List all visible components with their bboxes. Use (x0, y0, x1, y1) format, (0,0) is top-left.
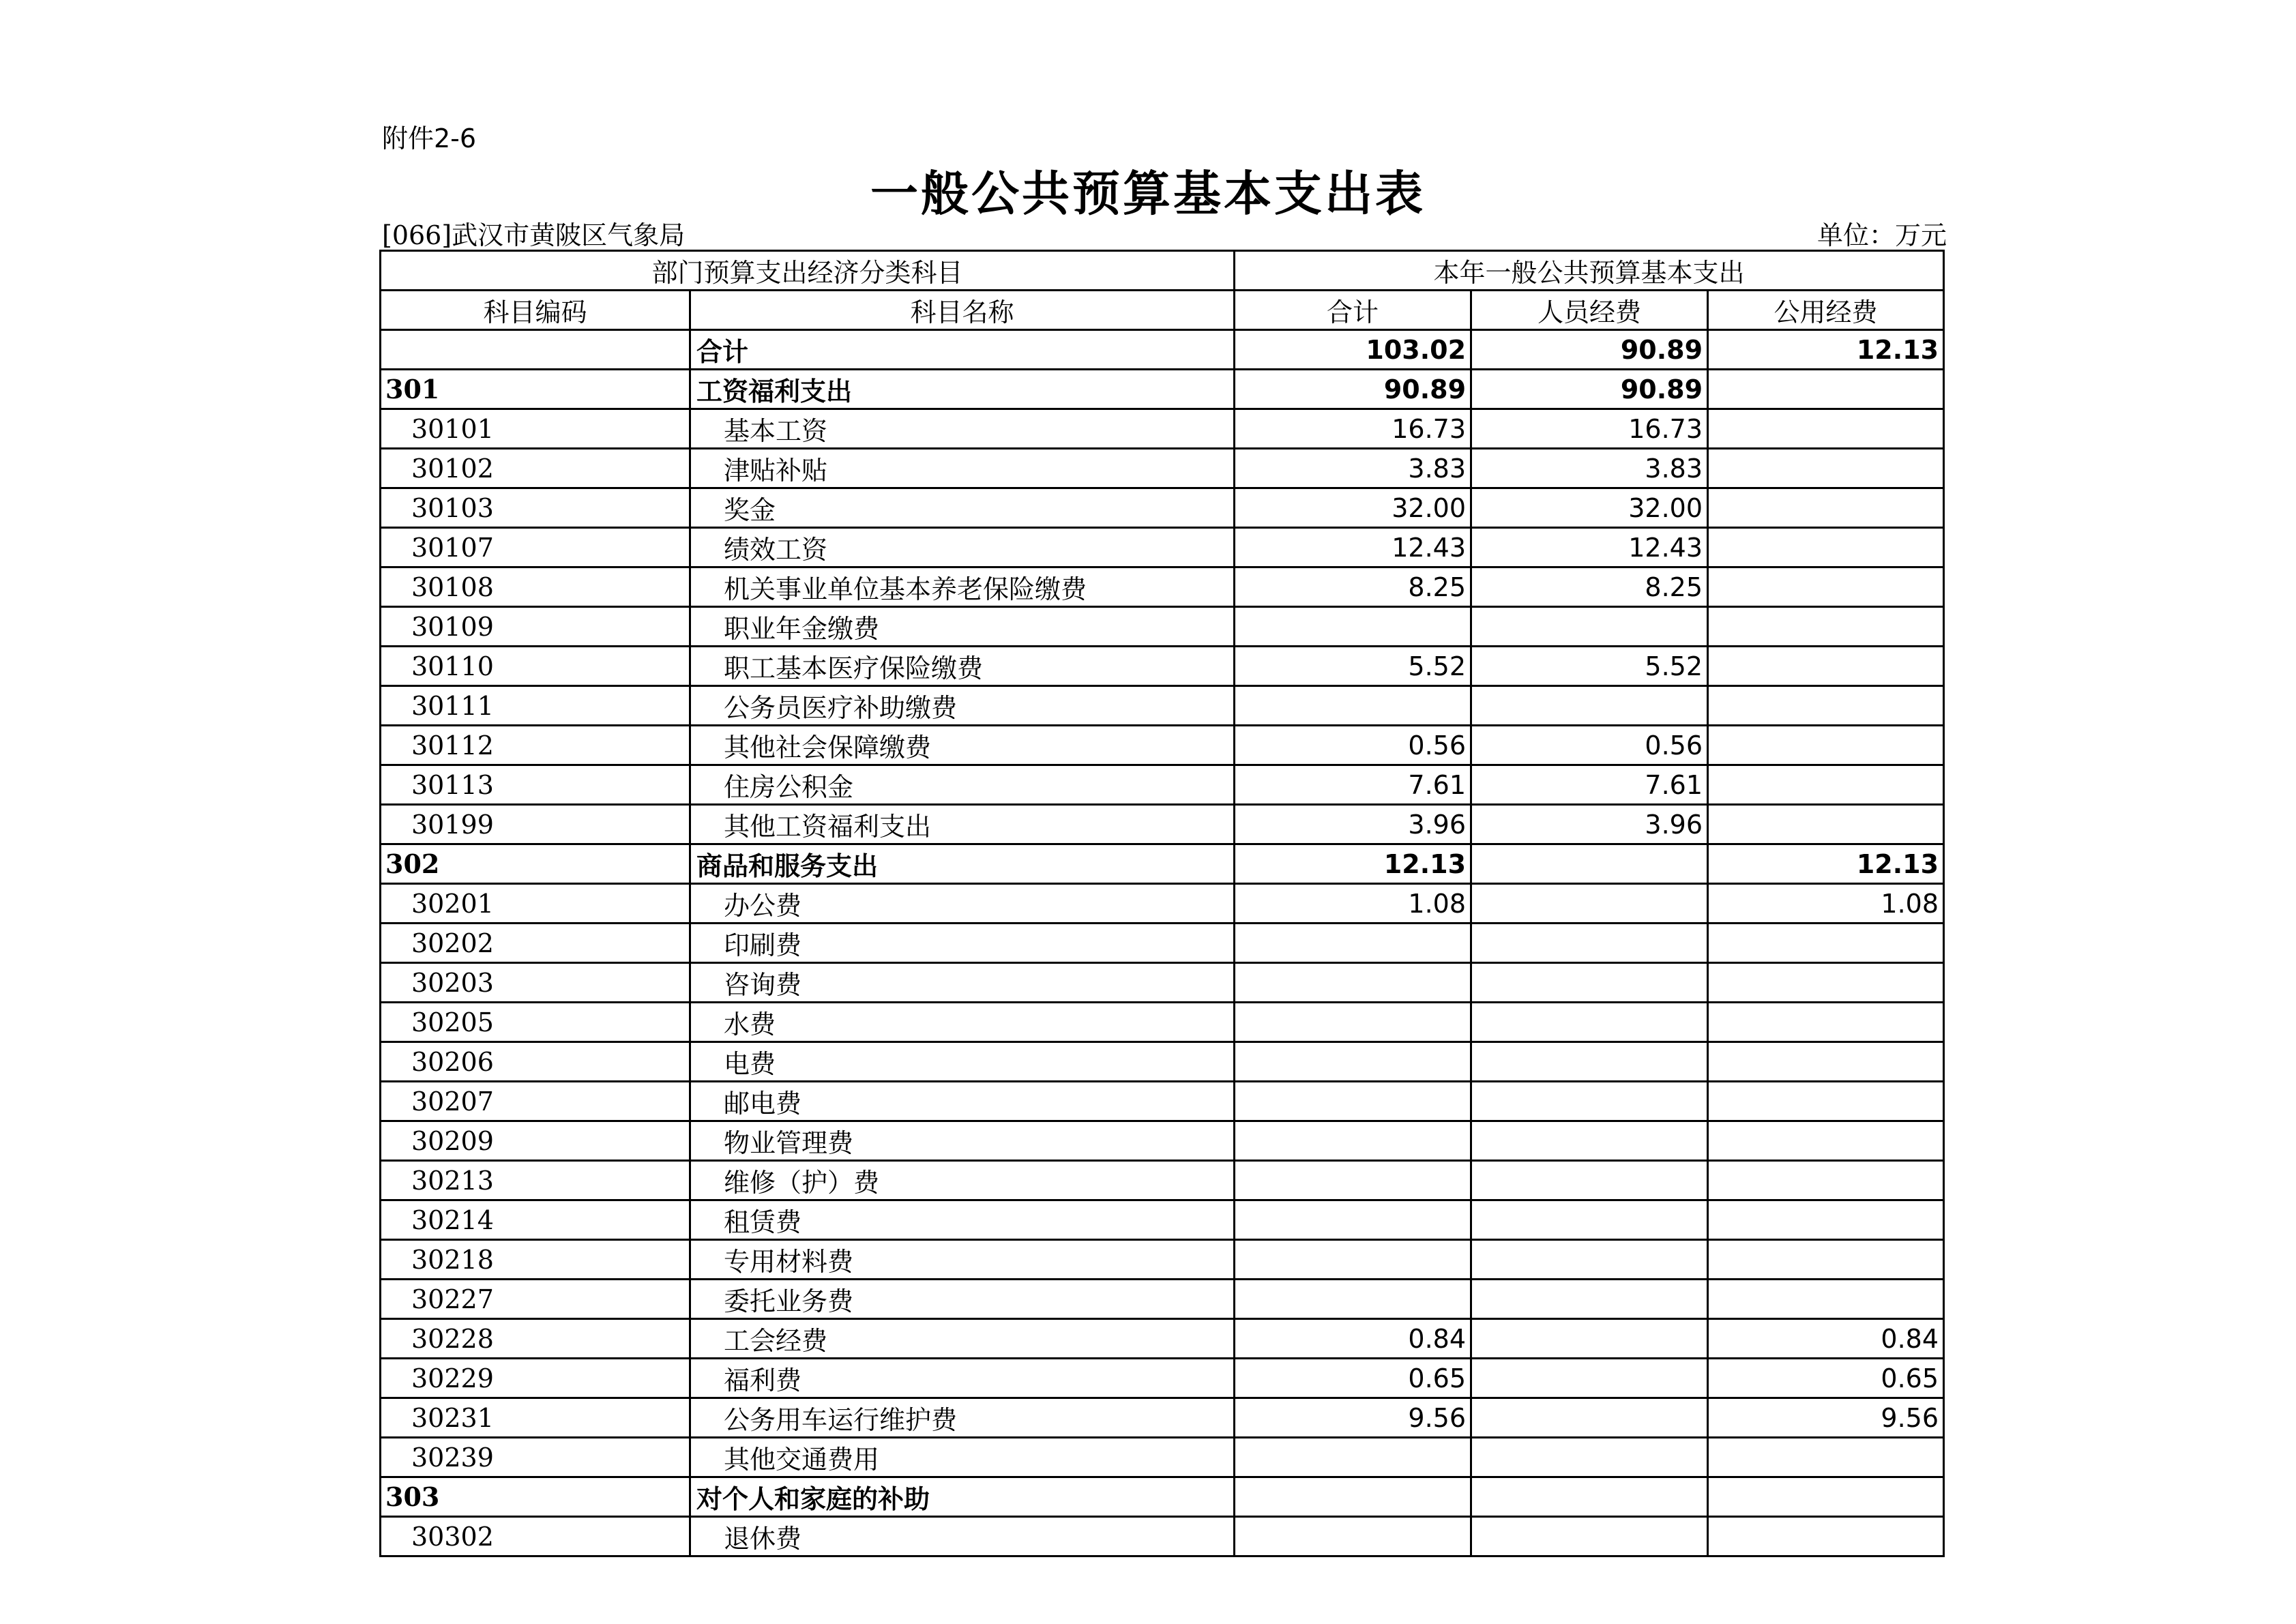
cell-personnel: 32.00 (1471, 488, 1708, 528)
cell-total: 9.56 (1235, 1398, 1471, 1438)
cell-public (1708, 647, 1944, 686)
table-row (381, 924, 1944, 963)
cell-name: 公务用车运行维护费 (690, 1398, 1235, 1438)
cell-personnel: 3.96 (1471, 805, 1708, 844)
cell-personnel: 90.89 (1471, 330, 1708, 370)
cell-total: 8.25 (1235, 567, 1471, 607)
cell-name: 对个人和家庭的补助 (690, 1477, 1235, 1517)
table-row (381, 1042, 1944, 1082)
cell-public (1708, 409, 1944, 449)
cell-name: 委托业务费 (690, 1280, 1235, 1319)
cell-name: 商品和服务支出 (690, 844, 1235, 884)
cell-code: 30113 (381, 765, 690, 805)
cell-public (1708, 1003, 1944, 1042)
cell-code: 30109 (381, 607, 690, 647)
table-row (381, 765, 1944, 805)
cell-total (1235, 963, 1471, 1003)
cell-total: 12.43 (1235, 528, 1471, 567)
cell-total: 3.96 (1235, 805, 1471, 844)
cell-personnel (1471, 963, 1708, 1003)
table-row (381, 1438, 1944, 1477)
cell-public (1708, 805, 1944, 844)
cell-personnel (1471, 1042, 1708, 1082)
cell-name: 公务员医疗补助缴费 (690, 686, 1235, 726)
table-row (381, 370, 1944, 409)
cell-personnel (1471, 1398, 1708, 1438)
cell-total: 103.02 (1235, 330, 1471, 370)
cell-name: 职工基本医疗保险缴费 (690, 647, 1235, 686)
table-row (381, 1477, 1944, 1517)
cell-name: 住房公积金 (690, 765, 1235, 805)
cell-total: 7.61 (1235, 765, 1471, 805)
cell-code: 30214 (381, 1200, 690, 1240)
table-row (381, 1398, 1944, 1438)
cell-total (1235, 924, 1471, 963)
cell-total: 0.84 (1235, 1319, 1471, 1359)
cell-name: 其他社会保障缴费 (690, 726, 1235, 765)
cell-total: 16.73 (1235, 409, 1471, 449)
table-row (381, 1359, 1944, 1398)
cell-code: 30203 (381, 963, 690, 1003)
col-header-total: 合计 (1235, 291, 1471, 330)
cell-total (1235, 1161, 1471, 1200)
cell-total (1235, 1003, 1471, 1042)
cell-public (1708, 924, 1944, 963)
table-row (381, 844, 1944, 884)
cell-personnel: 12.43 (1471, 528, 1708, 567)
cell-public (1708, 1121, 1944, 1161)
cell-code: 301 (381, 370, 690, 409)
cell-code: 30207 (381, 1082, 690, 1121)
table-row (381, 1319, 1944, 1359)
cell-personnel (1471, 1003, 1708, 1042)
table-row (381, 1082, 1944, 1121)
cell-code: 30239 (381, 1438, 690, 1477)
cell-public (1708, 1517, 1944, 1556)
cell-public (1708, 567, 1944, 607)
table-row (381, 1200, 1944, 1240)
column-header-row (381, 291, 1944, 330)
cell-name: 奖金 (690, 488, 1235, 528)
cell-code: 30206 (381, 1042, 690, 1082)
cell-total (1235, 1240, 1471, 1280)
col-header-name: 科目名称 (690, 291, 1235, 330)
cell-personnel (1471, 844, 1708, 884)
col-header-code: 科目编码 (381, 291, 690, 330)
cell-total (1235, 1280, 1471, 1319)
cell-total (1235, 1082, 1471, 1121)
cell-public (1708, 686, 1944, 726)
cell-name: 办公费 (690, 884, 1235, 924)
cell-public: 0.84 (1708, 1319, 1944, 1359)
cell-name: 邮电费 (690, 1082, 1235, 1121)
cell-code (381, 330, 690, 370)
cell-total: 12.13 (1235, 844, 1471, 884)
cell-total (1235, 686, 1471, 726)
cell-personnel (1471, 1517, 1708, 1556)
cell-personnel (1471, 686, 1708, 726)
table-row (381, 409, 1944, 449)
cell-public (1708, 1082, 1944, 1121)
cell-public (1708, 1438, 1944, 1477)
cell-total: 32.00 (1235, 488, 1471, 528)
cell-code: 30201 (381, 884, 690, 924)
cell-name: 合计 (690, 330, 1235, 370)
cell-public (1708, 488, 1944, 528)
cell-personnel (1471, 1280, 1708, 1319)
table-row (381, 449, 1944, 488)
cell-personnel (1471, 884, 1708, 924)
cell-personnel (1471, 924, 1708, 963)
cell-personnel: 16.73 (1471, 409, 1708, 449)
cell-code: 30102 (381, 449, 690, 488)
cell-public (1708, 1240, 1944, 1280)
cell-code: 30213 (381, 1161, 690, 1200)
cell-code: 30231 (381, 1398, 690, 1438)
table-row (381, 488, 1944, 528)
cell-name: 机关事业单位基本养老保险缴费 (690, 567, 1235, 607)
cell-personnel (1471, 1319, 1708, 1359)
cell-total: 0.65 (1235, 1359, 1471, 1398)
cell-public: 0.65 (1708, 1359, 1944, 1398)
cell-code: 30108 (381, 567, 690, 607)
cell-total (1235, 1438, 1471, 1477)
cell-public: 9.56 (1708, 1398, 1944, 1438)
cell-personnel (1471, 1200, 1708, 1240)
cell-personnel: 7.61 (1471, 765, 1708, 805)
cell-public (1708, 528, 1944, 567)
cell-personnel (1471, 607, 1708, 647)
cell-code: 30209 (381, 1121, 690, 1161)
cell-name: 基本工资 (690, 409, 1235, 449)
cell-name: 租赁费 (690, 1200, 1235, 1240)
cell-personnel (1471, 1121, 1708, 1161)
cell-total: 5.52 (1235, 647, 1471, 686)
cell-code: 30229 (381, 1359, 690, 1398)
table-row (381, 567, 1944, 607)
cell-personnel (1471, 1082, 1708, 1121)
cell-total (1235, 1042, 1471, 1082)
cell-personnel: 5.52 (1471, 647, 1708, 686)
cell-total (1235, 1477, 1471, 1517)
table-row (381, 528, 1944, 567)
cell-public (1708, 1280, 1944, 1319)
cell-personnel (1471, 1240, 1708, 1280)
budget-table (379, 250, 1945, 1557)
cell-code: 30111 (381, 686, 690, 726)
unit-label: 单位：万元 (1816, 220, 1947, 250)
cell-code: 30227 (381, 1280, 690, 1319)
cell-personnel: 3.83 (1471, 449, 1708, 488)
cell-code: 30202 (381, 924, 690, 963)
cell-code: 30112 (381, 726, 690, 765)
cell-name: 绩效工资 (690, 528, 1235, 567)
cell-personnel (1471, 1477, 1708, 1517)
cell-code: 30205 (381, 1003, 690, 1042)
cell-personnel (1471, 1359, 1708, 1398)
cell-name: 电费 (690, 1042, 1235, 1082)
cell-personnel (1471, 1438, 1708, 1477)
cell-public: 1.08 (1708, 884, 1944, 924)
cell-personnel: 8.25 (1471, 567, 1708, 607)
cell-code: 30302 (381, 1517, 690, 1556)
table-row (381, 805, 1944, 844)
cell-total: 1.08 (1235, 884, 1471, 924)
cell-public (1708, 1477, 1944, 1517)
cell-code: 302 (381, 844, 690, 884)
attachment-label: 附件2-6 (382, 123, 477, 153)
cell-name: 工会经费 (690, 1319, 1235, 1359)
table-row (381, 647, 1944, 686)
cell-total (1235, 1517, 1471, 1556)
cell-total: 0.56 (1235, 726, 1471, 765)
cell-code: 30199 (381, 805, 690, 844)
table-row (381, 963, 1944, 1003)
group-header-row (381, 251, 1944, 291)
cell-name: 职业年金缴费 (690, 607, 1235, 647)
cell-personnel (1471, 1161, 1708, 1200)
cell-public (1708, 765, 1944, 805)
cell-name: 退休费 (690, 1517, 1235, 1556)
table-row (381, 686, 1944, 726)
cell-name: 工资福利支出 (690, 370, 1235, 409)
cell-code: 30218 (381, 1240, 690, 1280)
cell-total (1235, 607, 1471, 647)
table-row (381, 1121, 1944, 1161)
cell-public: 12.13 (1708, 330, 1944, 370)
cell-name: 维修（护）费 (690, 1161, 1235, 1200)
cell-total: 90.89 (1235, 370, 1471, 409)
cell-personnel: 0.56 (1471, 726, 1708, 765)
table-row (381, 1280, 1944, 1319)
cell-name: 咨询费 (690, 963, 1235, 1003)
col-header-personnel: 人员经费 (1471, 291, 1708, 330)
table-row (381, 607, 1944, 647)
cell-name: 福利费 (690, 1359, 1235, 1398)
cell-name: 物业管理费 (690, 1121, 1235, 1161)
table-row (381, 884, 1944, 924)
cell-personnel: 90.89 (1471, 370, 1708, 409)
cell-code: 30228 (381, 1319, 690, 1359)
cell-public (1708, 449, 1944, 488)
cell-name: 印刷费 (690, 924, 1235, 963)
cell-public (1708, 370, 1944, 409)
table-row (381, 1161, 1944, 1200)
cell-code: 303 (381, 1477, 690, 1517)
cell-total (1235, 1200, 1471, 1240)
col-header-public: 公用经费 (1708, 291, 1944, 330)
cell-public (1708, 1161, 1944, 1200)
cell-public (1708, 1042, 1944, 1082)
group-header-right: 本年一般公共预算基本支出 (1235, 251, 1944, 291)
cell-total (1235, 1121, 1471, 1161)
table-row (381, 1003, 1944, 1042)
cell-total: 3.83 (1235, 449, 1471, 488)
cell-public (1708, 1200, 1944, 1240)
cell-code: 30101 (381, 409, 690, 449)
cell-name: 专用材料费 (690, 1240, 1235, 1280)
cell-name: 其他交通费用 (690, 1438, 1235, 1477)
cell-name: 津贴补贴 (690, 449, 1235, 488)
cell-name: 水费 (690, 1003, 1235, 1042)
cell-public (1708, 963, 1944, 1003)
organization-name: [066]武汉市黄陂区气象局 (382, 220, 686, 250)
table-row (381, 1517, 1944, 1556)
group-header-left: 部门预算支出经济分类科目 (381, 251, 1235, 291)
table-row (381, 1240, 1944, 1280)
cell-public (1708, 607, 1944, 647)
cell-public (1708, 726, 1944, 765)
cell-name: 其他工资福利支出 (690, 805, 1235, 844)
cell-code: 30103 (381, 488, 690, 528)
cell-code: 30110 (381, 647, 690, 686)
cell-code: 30107 (381, 528, 690, 567)
table-row (381, 330, 1944, 370)
table-row (381, 726, 1944, 765)
cell-public: 12.13 (1708, 844, 1944, 884)
page-title: 一般公共预算基本支出表 (870, 166, 1426, 222)
